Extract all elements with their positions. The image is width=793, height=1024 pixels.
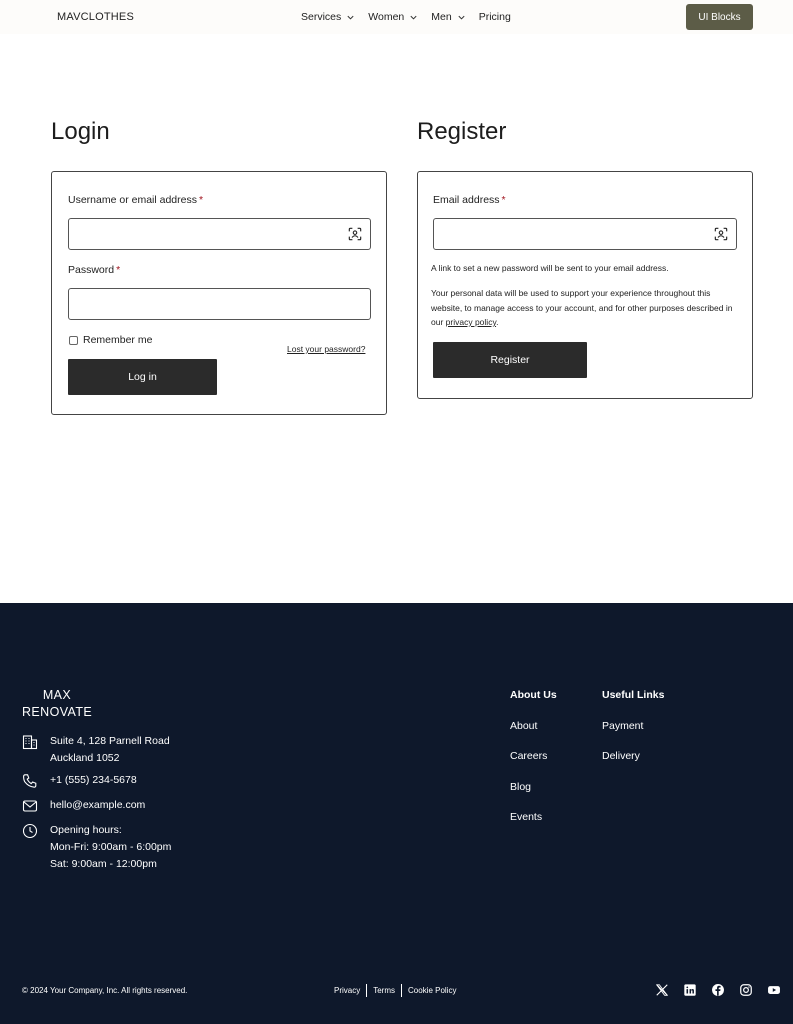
main-nav — [301, 11, 524, 23]
youtube-icon[interactable] — [767, 983, 781, 997]
legal-link-privacy[interactable]: Privacy — [334, 986, 361, 995]
nav-item-men[interactable] — [431, 11, 465, 23]
footer-link-about[interactable]: About — [510, 720, 538, 732]
about-us-heading: About Us — [510, 689, 557, 701]
ui-blocks-button[interactable]: UI Blocks — [686, 4, 753, 30]
clock-icon — [22, 823, 38, 839]
register-form — [417, 171, 753, 399]
email-label-text: Email address — [433, 194, 500, 206]
site-logo[interactable]: MAVCLOTHES — [57, 11, 134, 23]
legal-link-terms[interactable]: Terms — [373, 986, 396, 995]
remember-me[interactable] — [69, 334, 152, 346]
privacy-policy-link[interactable]: privacy policy — [445, 317, 497, 327]
x-icon[interactable] — [655, 983, 669, 997]
nav-label: Men — [431, 11, 452, 23]
password-link-note: A link to set a new password will be sent to your email address. — [431, 263, 669, 273]
footer-address — [22, 733, 170, 767]
site-header — [0, 0, 793, 34]
phone-text: +1 (555) 234-5678 — [50, 774, 137, 786]
password-input[interactable] — [68, 288, 371, 320]
required-mark: * — [116, 264, 121, 276]
linkedin-icon[interactable] — [683, 983, 697, 997]
footer-link-payment[interactable]: Payment — [602, 720, 644, 732]
footer-hours — [22, 822, 171, 873]
social-links — [655, 983, 781, 997]
legal-link-cookie-policy[interactable]: Cookie Policy — [408, 986, 457, 995]
privacy-end: . — [496, 317, 499, 327]
nav-item-women[interactable] — [368, 11, 418, 23]
register-button[interactable]: Register — [433, 342, 587, 378]
footer-logo-line1: MAX — [42, 688, 72, 702]
footer-logo[interactable] — [22, 687, 92, 721]
nav-item-pricing[interactable] — [479, 11, 511, 23]
privacy-text: Your personal data will be used to support your experience throughout this website, to manage access to your account, and for other purposes described in our — [431, 288, 733, 327]
footer-email[interactable] — [22, 797, 145, 814]
register-email-input[interactable] — [433, 218, 737, 250]
email-label — [433, 194, 506, 206]
chevron-down-icon — [409, 13, 418, 22]
footer-logo-line2: RENOVATE — [22, 705, 93, 719]
nav-label: Pricing — [478, 11, 511, 23]
address-line1: Suite 4, 128 Parnell Road — [50, 735, 170, 747]
login-form — [51, 171, 387, 415]
login-title: Login — [51, 118, 110, 145]
facebook-icon[interactable] — [711, 983, 725, 997]
nav-item-services[interactable] — [301, 11, 355, 23]
footer-link-delivery[interactable]: Delivery — [602, 750, 640, 762]
chevron-down-icon — [346, 13, 355, 22]
site-footer — [0, 603, 793, 1024]
footer-link-events[interactable]: Events — [510, 811, 543, 823]
footer-phone[interactable] — [22, 772, 137, 789]
autofill-scan-icon[interactable] — [348, 227, 362, 241]
useful-links-heading: Useful Links — [602, 689, 665, 701]
required-mark: * — [501, 194, 506, 206]
chevron-down-icon — [457, 13, 466, 22]
required-mark: * — [198, 194, 204, 206]
divider — [366, 984, 367, 997]
lost-password-link[interactable]: Lost your password? — [287, 344, 366, 354]
username-input[interactable] — [68, 218, 371, 250]
hours-weekday: Mon-Fri: 9:00am - 6:00pm — [50, 841, 172, 853]
privacy-note — [431, 286, 741, 330]
legal-links — [334, 984, 456, 997]
password-label — [68, 264, 120, 276]
remember-label: Remember me — [83, 334, 153, 346]
password-label-text: Password — [68, 264, 115, 276]
hours-saturday: Sat: 9:00am - 12:00pm — [50, 858, 157, 870]
remember-checkbox[interactable] — [69, 336, 78, 345]
footer-link-blog[interactable]: Blog — [510, 781, 532, 793]
register-title: Register — [417, 118, 507, 145]
phone-icon — [22, 773, 38, 789]
nav-label: Women — [368, 11, 405, 23]
instagram-icon[interactable] — [739, 983, 753, 997]
footer-link-careers[interactable]: Careers — [510, 750, 548, 762]
username-label — [68, 194, 203, 206]
username-label-text: Username or email address — [68, 194, 197, 206]
divider — [401, 984, 402, 997]
hours-title: Opening hours: — [50, 824, 122, 836]
autofill-scan-icon[interactable] — [714, 227, 728, 241]
building-icon — [22, 734, 38, 750]
mail-icon — [22, 798, 38, 814]
nav-label: Services — [301, 11, 342, 23]
email-text: hello@example.com — [50, 799, 146, 811]
copyright: © 2024 Your Company, Inc. All rights reserved. — [22, 986, 188, 995]
login-button[interactable]: Log in — [68, 359, 217, 395]
address-line2: Auckland 1052 — [50, 752, 120, 764]
